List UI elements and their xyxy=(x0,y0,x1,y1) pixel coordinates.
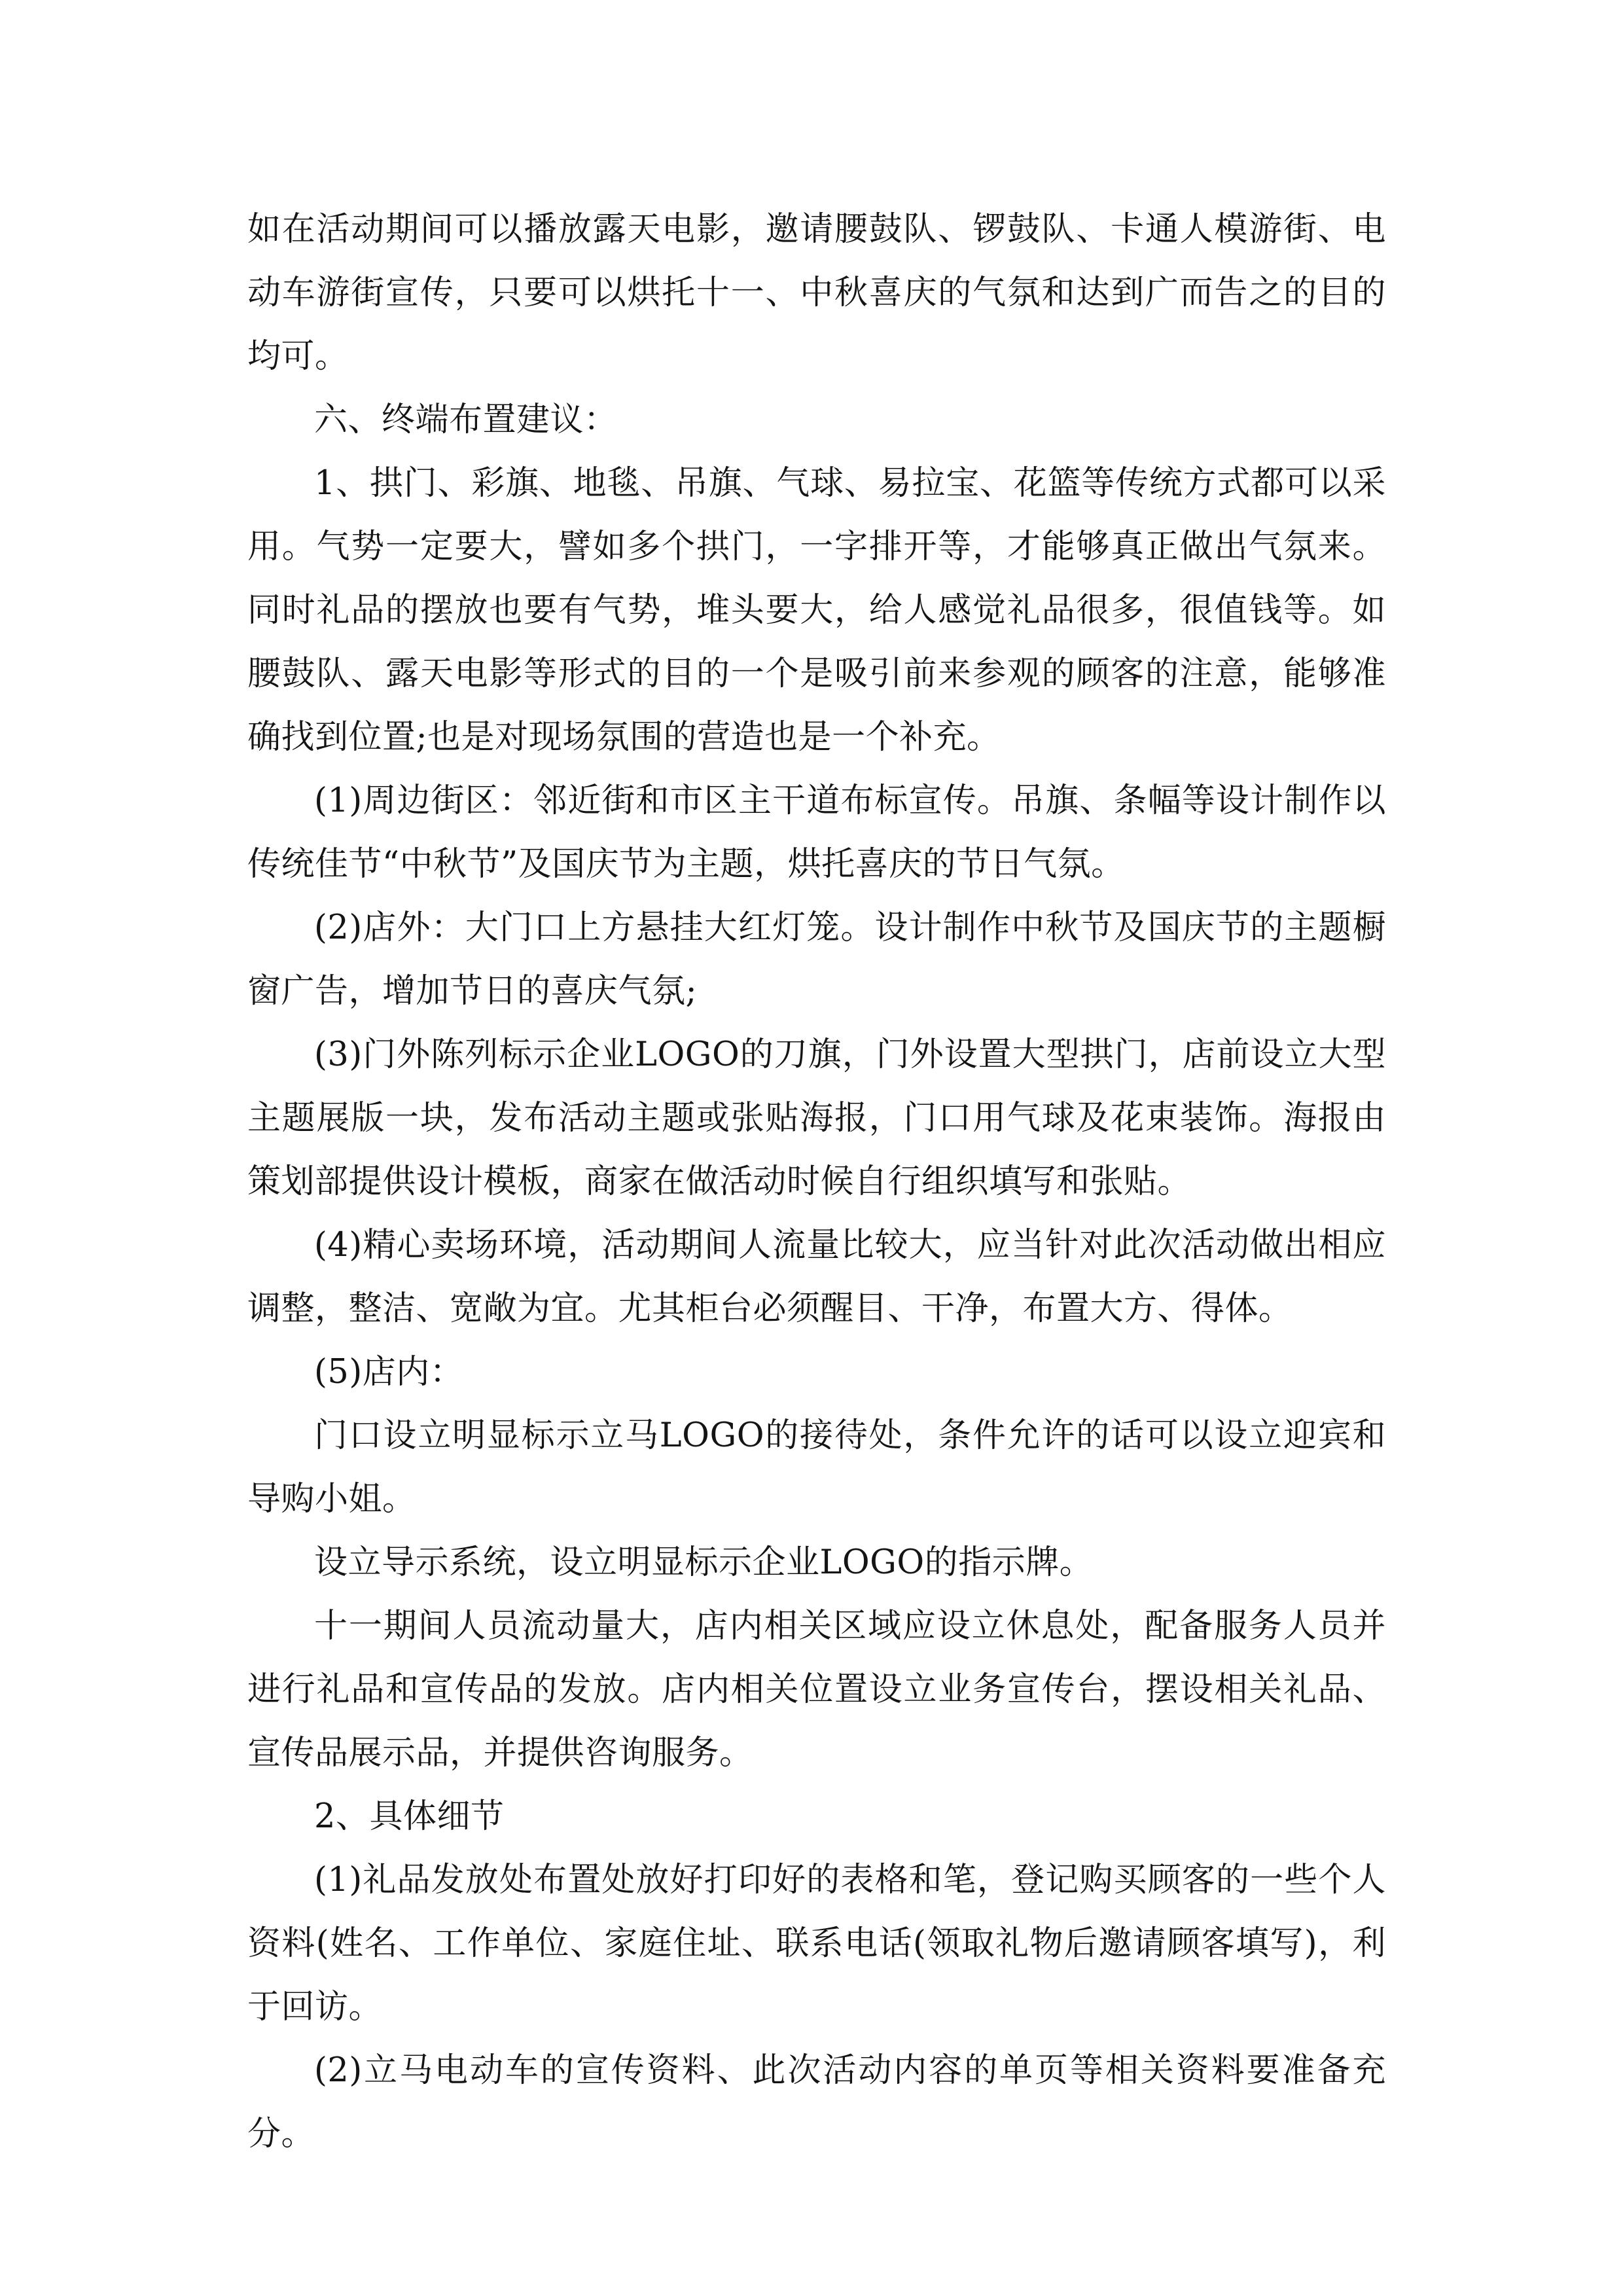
paragraph: (1)礼品发放处布置处放好打印好的表格和笔，登记购买顾客的一些个人资料(姓名、工作单位、家庭住址、联系电话(领取礼物后邀请顾客填写)，利于回访。 xyxy=(247,1861,1386,2026)
paragraph: (1)周边街区：邻近街和市区主干道布标宣传。吊旗、条幅等设计制作以传统佳节“中秋节”及国庆节为主题，烘托喜庆的节日气氛。 xyxy=(247,781,1386,884)
paragraph: (3)门外陈列标示企业LOGO的刀旗，门外设置大型拱门，店前设立大型主题展版一块，发布活动主题或张贴海报，门口用气球及花束装饰。海报由策划部提供设计模板，商家在做活动时候自行组织填写和张贴。 xyxy=(247,1035,1386,1201)
section-heading: 六、终端布置建议： xyxy=(314,401,618,439)
paragraph: (5)店内： xyxy=(314,1353,464,1391)
paragraph: (2)立马电动车的宣传资料、此次活动内容的单页等相关资料要准备充分。 xyxy=(247,2051,1386,2153)
paragraph: 门口设立明显标示立马LOGO的接待处，条件允许的话可以设立迎宾和导购小姐。 xyxy=(247,1416,1386,1518)
paragraph: 十一期间人员流动量大，店内相关区域应设立休息处，配备服务人员并进行礼品和宣传品的发放。店内相关位置设立业务宣传台，摆设相关礼品、宣传品展示品，并提供咨询服务。 xyxy=(247,1607,1386,1772)
paragraph: (2)店外：大门口上方悬挂大红灯笼。设计制作中秋节及国庆节的主题橱窗广告，增加节日的喜庆气氛; xyxy=(247,908,1386,1011)
section-heading: 2、具体细节 xyxy=(314,1797,505,1836)
paragraph: (4)精心卖场环境，活动期间人流量比较大，应当针对此次活动做出相应调整，整洁、宽敞为宜。尤其柜台必须醒目、干净，布置大方、得体。 xyxy=(247,1226,1386,1328)
paragraph: 如在活动期间可以播放露天电影，邀请腰鼓队、锣鼓队、卡通人模游街、电动车游街宣传，只要可以烘托十一、中秋喜庆的气氛和达到广而告之的目的均可。 xyxy=(247,210,1386,376)
paragraph: 1、拱门、彩旗、地毯、吊旗、气球、易拉宝、花篮等传统方式都可以采用。气势一定要大，譬如多个拱门，一字排开等，才能够真正做出气氛来。同时礼品的摆放也要有气势，堆头要大，给人感觉礼品很多，很值钱等。如腰鼓队、露天电影等形式的目的一个是吸引前来参观的顾客的注意，能够准确找到位置;也是对现场氛围的营造也是一个补充。 xyxy=(247,464,1386,757)
document-body xyxy=(247,198,1386,2166)
paragraph: 设立导示系统，设立明显标示企业LOGO的指示牌。 xyxy=(314,1543,1094,1582)
